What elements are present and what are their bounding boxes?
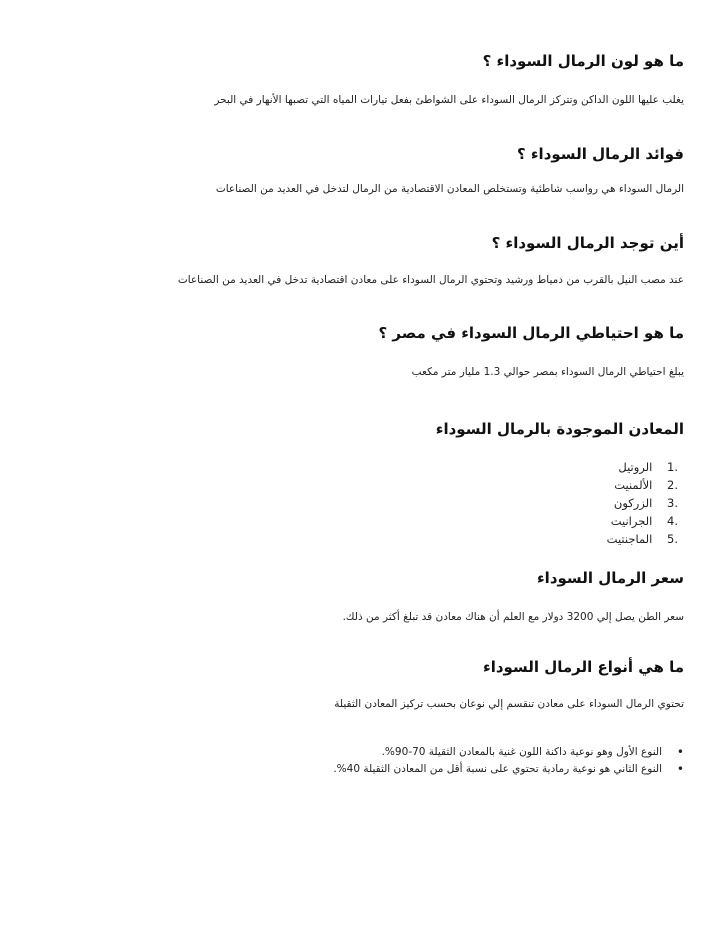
list-item xyxy=(333,744,684,761)
section-black-sand-reserve xyxy=(28,322,684,380)
list-item xyxy=(607,512,678,530)
list-item xyxy=(607,458,678,476)
section-black-sand-location xyxy=(28,232,684,288)
list-text: الجرانيت xyxy=(610,514,653,528)
bullet-icon: • xyxy=(676,745,684,759)
section-body: الرمال السوداء هي رواسب شاطئية وتستخلص المعادن الاقتصادية من الرمال لتدخل في العديد من الصناعات xyxy=(215,183,684,195)
list-item xyxy=(607,530,678,548)
section-heading: ما هو احتياطي الرمال السوداء في مصر ؟ xyxy=(378,324,684,342)
list-text: الروتيل xyxy=(618,460,653,474)
list-number: 4. xyxy=(667,514,678,528)
bullet-icon: • xyxy=(676,762,684,776)
section-body: تحتوي الرمال السوداء على معادن تنقسم إلي نوعان بحسب تركيز المعادن الثقيلة xyxy=(334,698,684,710)
list-text: النوع الثاني هو نوعية رمادية تحتوي على نسبة أقل من المعادن الثقيلة 40%. xyxy=(333,763,662,775)
section-body: يبلغ احتياطي الرمال السوداء بمصر حوالي 1.3 مليار متر مكعب xyxy=(411,366,684,378)
list-item xyxy=(607,494,678,512)
section-black-sand-price xyxy=(28,567,684,625)
list-number: 1. xyxy=(667,460,678,474)
list-number: 3. xyxy=(667,496,678,510)
types-list xyxy=(333,744,684,778)
section-heading: سعر الرمال السوداء xyxy=(537,569,684,587)
section-body: سعر الطن يصل إلي 3200 دولار مع العلم أن هناك معادن قد تبلغ أكثر من ذلك. xyxy=(342,611,684,623)
list-item xyxy=(607,476,678,494)
list-text: النوع الأول وهو نوعية داكنة اللون غنية بالمعادن الثقيلة 70-90%. xyxy=(381,746,662,758)
section-heading: ما هي أنواع الرمال السوداء xyxy=(483,658,684,676)
list-number: 2. xyxy=(667,478,678,492)
section-heading: ما هو لون الرمال السوداء ؟ xyxy=(482,52,684,70)
minerals-list xyxy=(607,458,678,548)
section-heading: فوائد الرمال السوداء ؟ xyxy=(516,145,684,163)
list-text: الزركون xyxy=(613,496,653,510)
section-body: عند مصب النيل بالقرب من دمياط ورشيد وتحتوي الرمال السوداء على معادن اقتصادية تدخل في العديد من الصناعات xyxy=(177,274,684,286)
list-text: الألمنيت xyxy=(614,478,653,492)
section-minerals xyxy=(28,418,684,440)
section-heading: المعادن الموجودة بالرمال السوداء xyxy=(435,420,684,438)
section-black-sand-color xyxy=(28,50,684,108)
section-body: يغلب عليها اللون الداكن وتتركز الرمال السوداء على الشواطئ بفعل تيارات المياه التي تصبها الأنهار في البحر xyxy=(214,94,684,106)
section-black-sand-types xyxy=(28,656,684,712)
section-heading: أين توجد الرمال السوداء ؟ xyxy=(491,234,684,252)
list-number: 5. xyxy=(667,532,678,546)
list-text: الماجنتيت xyxy=(606,532,653,546)
list-item xyxy=(333,761,684,778)
section-black-sand-benefits xyxy=(28,143,684,197)
